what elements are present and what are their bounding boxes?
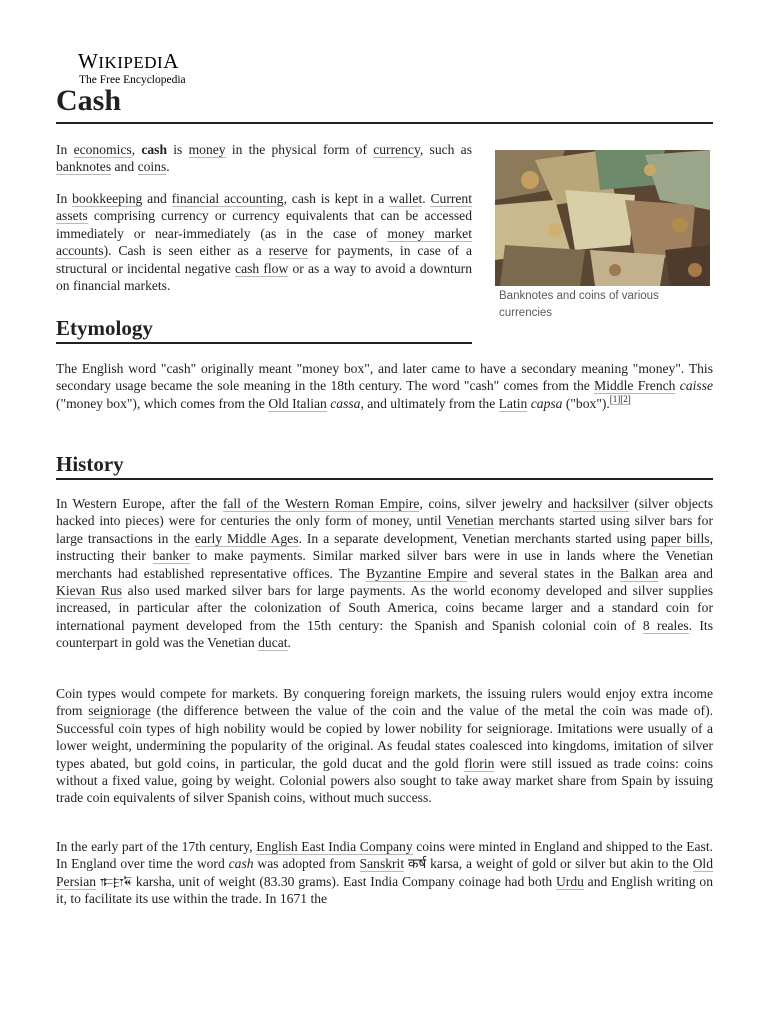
- link-balkan[interactable]: Balkan: [619, 565, 659, 581]
- history-paragraph-1: In Western Europe, after the fall of the Western Roman Empire, coins, silver jewelry and hacksilver (silver objects hacked into pieces) were for centuries the only form of money, until Venetian merchants started using silver bars for large transactions in the early Middle Ages. In a separate development, Venetian merchants started using paper bills, instructing their banker to make payments. Similar marked silver bars were in use in lands where the Venetian merchants had established representative offices. The Byzantine Empire and several states in the Balkan area and Kievan Rus also used marked silver bars for large payments. As the world economy developed and silver supplies increased, in particular after the colonization of South America, coins became larger and a standard coin for international payment developed from the 15th century: the Spanish and Spanish colonial coin of 8 reales. Its counterpart in gold was the Venetian ducat.: [56, 496, 714, 651]
- link-coins[interactable]: coins: [137, 159, 167, 175]
- logo-wordmark: WIKIPEDIA: [78, 49, 179, 73]
- link-hacksilver[interactable]: hacksilver: [572, 496, 629, 511]
- intro-paragraph-1: In economics, cash is money in the physical form of currency, such as banknotes and coins.: [56, 142, 472, 175]
- logo-tagline: The Free Encyclopedia: [79, 74, 186, 86]
- heading-history: History: [56, 450, 713, 480]
- figure-banknotes-coins: [495, 150, 710, 322]
- link-8-reales[interactable]: 8 reales: [642, 617, 689, 633]
- link-currency[interactable]: currency: [373, 142, 420, 157]
- link-current-assets[interactable]: Current assets: [56, 191, 472, 224]
- link-early-middle-ages[interactable]: early Middle Ages: [194, 530, 299, 546]
- etymology-paragraph: The English word "cash" originally meant "money box", and later came to have a secondary meaning "money". This secondary usage became the sole meaning in the 18th century. The word "cash" comes from the Middle French caisse ("money box"), which comes from the Old Italian cassa, and ultimately from the Latin capsa ("box").[1][2]: [56, 361, 714, 411]
- link-seigniorage[interactable]: seigniorage: [88, 703, 151, 719]
- link-cash-flow[interactable]: cash flow: [235, 260, 289, 276]
- heading-etymology: Etymology: [56, 314, 472, 344]
- link-urdu[interactable]: Urdu: [555, 873, 584, 889]
- link-banknotes[interactable]: banknotes: [56, 159, 112, 175]
- page-title: Cash: [56, 80, 713, 124]
- citation-2[interactable]: [2]: [620, 394, 631, 405]
- link-sanskrit[interactable]: Sanskrit: [359, 856, 405, 872]
- intro-paragraph-2: In bookkeeping and financial accounting, cash is kept in a wallet. Current assets comprising currency or currency equivalents that can be accessed immediately or near-immediately (as in the case of money market accounts). Cash is seen either as a reserve for payments, in case of a structural or incidental negative cash flow or as a way to avoid a downturn on financial markets.: [56, 191, 472, 294]
- link-byzantine-empire[interactable]: Byzantine Empire: [366, 565, 468, 581]
- link-paper-bills[interactable]: paper bills: [651, 530, 710, 546]
- history-paragraph-2: Coin types would compete for markets. By conquering foreign markets, the issuing rulers would enjoy extra income from seigniorage (the difference between the value of the coin and the value of the metal the coin was made of). Successful coin types of high nobility would be copied by lower nobility for seigniorage. Imitations were usually of a lower weight, undermining the popularity of the original. As feudal states coalesced into kingdoms, imitation of silver types abated, but gold coins, in particular, the gold ducat and the gold florin were still issued as trade coins: coins without a fixed value, going by weight. Colonial powers also sought to take away market share from Spain by issuing trade coin equivalents of silver Spanish coins, without much success.: [56, 686, 713, 806]
- banknotes-coins-image[interactable]: [495, 150, 710, 286]
- link-florin[interactable]: florin: [464, 755, 495, 771]
- link-english-east-india-company[interactable]: English East India Company: [256, 839, 413, 854]
- link-banker[interactable]: banker: [152, 548, 190, 564]
- link-fall-western-roman-empire[interactable]: fall of the Western Roman Empire: [222, 496, 420, 511]
- citation-1[interactable]: [1]: [609, 394, 621, 405]
- link-money-market-accounts[interactable]: money market accounts: [56, 225, 472, 259]
- link-money[interactable]: money: [188, 142, 226, 157]
- link-economics[interactable]: economics: [73, 142, 132, 157]
- link-financial-accounting[interactable]: financial accounting: [171, 191, 284, 206]
- link-wallet[interactable]: wallet: [389, 191, 423, 206]
- link-reserve[interactable]: reserve: [268, 243, 308, 259]
- link-ducat[interactable]: ducat: [258, 635, 288, 651]
- link-old-italian[interactable]: Old Italian: [268, 395, 327, 411]
- link-latin[interactable]: Latin: [498, 395, 528, 411]
- link-middle-french[interactable]: Middle French: [594, 378, 676, 394]
- link-kievan-rus[interactable]: Kievan Rus: [56, 583, 123, 599]
- link-old-persian[interactable]: Old Persian: [56, 856, 713, 889]
- link-venetian[interactable]: Venetian: [446, 513, 494, 529]
- link-bookkeeping[interactable]: bookkeeping: [72, 191, 143, 206]
- figure-caption: Banknotes and coins of various currencies: [499, 290, 659, 319]
- history-paragraph-3: In the early part of the 17th century, English East India Company coins were minted in England and shipped to the East. In England over time the word cash was adopted from Sanskrit कर्ष karsa, a weight of gold or silver but akin to the Old Persian 𐎣𐎼𐏁 karsha, unit of weight (83.30 grams). East India Company coinage had both Urdu and English writing on it, to facilitate its use within the trade. In 1671 the: [56, 839, 714, 907]
